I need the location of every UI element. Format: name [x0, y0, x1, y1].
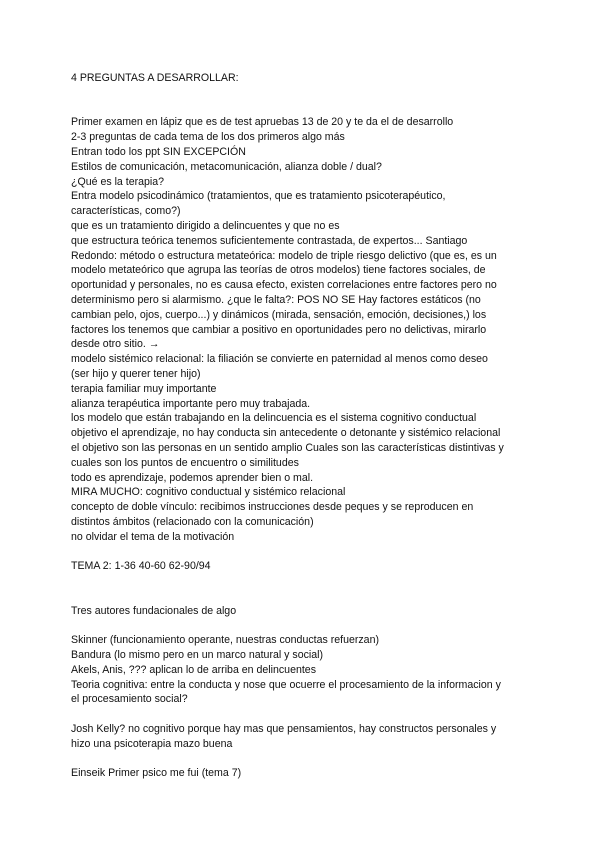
note-line: cuales son los puntos de encuentro o similitudes	[71, 456, 299, 469]
spacer	[71, 707, 531, 722]
note-line: Teoria cognitiva: entre la conducta y nose que ocuerre el procesamiento de la informacion y	[71, 678, 501, 691]
note-line: determinismo pero si alarmismo. ¿que le falta?: POS NO SE Hay factores estáticos (no	[71, 293, 481, 306]
note-line: Estilos de comunicación, metacomunicación, alianza doble / dual?	[71, 160, 382, 173]
note-line: que estructura teórica tenemos suficientemente contrastada, de expertos... Santiago	[71, 234, 468, 247]
note-line: Bandura (lo mismo pero en un marco natural y social)	[71, 649, 324, 662]
note-line: Entra modelo psicodinámico (tratamientos, que es tratamiento psicoterapéutico,	[71, 190, 446, 203]
note-line: factores los tenemos que cambiar a positivo en oportunidades pero no delictivas, mirarlo	[71, 323, 487, 336]
note-line: que es un tratamiento dirigido a delincuentes y que no es	[71, 219, 340, 232]
spacer	[71, 545, 531, 560]
spacer	[71, 618, 531, 633]
last-line: Einseik Primer psico me fui (tema 7)	[71, 767, 242, 780]
spacer	[71, 86, 531, 116]
note-line: objetivo el aprendizaje, no hay conducta sin antecedente o detonante y sistémico relacional	[71, 427, 501, 440]
note-line: Josh Kelly? no cognitivo porque hay mas que pensamientos, hay constructos personales y	[71, 723, 497, 736]
note-line: alianza terapéutica importante pero muy trabajada.	[71, 397, 311, 410]
note-line: (ser hijo y querer tener hijo)	[71, 367, 201, 380]
note-line: desde otro sitio. →	[71, 338, 160, 351]
note-line: Akels, Anis, ??? aplican lo de arriba en delincuentes	[71, 663, 316, 676]
note-line: concepto de doble vínculo: recibimos instrucciones desde peques y se reproducen en	[71, 501, 474, 514]
note-line: Entran todo los ppt SIN EXCEPCIÓN	[71, 145, 246, 158]
note-line: cambian pelo, ojos, cuerpo...) y dinámicos (mirada, sensación, emoción, decisiones,) los	[71, 308, 487, 321]
note-line: ¿Qué es la terapia?	[71, 175, 165, 188]
note-line: Skinner (funcionamiento operante, nuestras conductas refuerzan)	[71, 634, 379, 647]
heading: 4 PREGUNTAS A DESARROLLAR:	[71, 72, 239, 84]
document-body	[71, 71, 531, 781]
note-line: hizo una psicoterapia mazo buena	[71, 737, 233, 750]
spacer	[71, 574, 531, 604]
note-line: los modelo que están trabajando en la delincuencia es el sistema cognitivo conductual	[71, 412, 477, 425]
note-line: Primer examen en lápiz que es de test apruebas 13 de 20 y te da el de desarrollo	[71, 116, 454, 129]
note-line: todo es aprendizaje, podemos aprender bien o mal.	[71, 471, 314, 484]
authors-block	[71, 633, 531, 707]
spacer	[71, 752, 531, 767]
note-line: distintos ámbitos (relacionado con la comunicación)	[71, 515, 314, 528]
note-line: no olvidar el tema de la motivación	[71, 530, 235, 543]
note-line: el objetivo son las personas en un sentido amplio Cuales son las características distintivas y	[71, 441, 504, 454]
tema-2-line: TEMA 2: 1-36 40-60 62-90/94	[71, 560, 211, 573]
note-line: MIRA MUCHO: cognitivo conductual y sistémico relacional	[71, 486, 346, 499]
note-line: modelo metateórico que agrupa las teorías de otros modelos) tiene factores sociales, de	[71, 264, 486, 277]
note-line: oportunidad y personales, no es causa efecto, existen correlaciones entre factores pero no	[71, 279, 497, 292]
note-line: modelo sistémico relacional: la filiación se convierte en paternidad al menos como deseo	[71, 353, 488, 366]
note-line: el procesamiento social?	[71, 693, 188, 706]
note-line: Redondo: método o estructura metateórica: modelo de triple riesgo delictivo (que es, es un	[71, 249, 497, 262]
note-line: características, como?)	[71, 205, 181, 218]
exam-notes-block	[71, 115, 531, 544]
authors-title: Tres autores fundacionales de algo	[71, 604, 237, 617]
kelly-block	[71, 722, 531, 752]
note-line: terapia familiar muy importante	[71, 382, 217, 395]
note-line: 2-3 preguntas de cada tema de los dos primeros algo más	[71, 131, 345, 144]
